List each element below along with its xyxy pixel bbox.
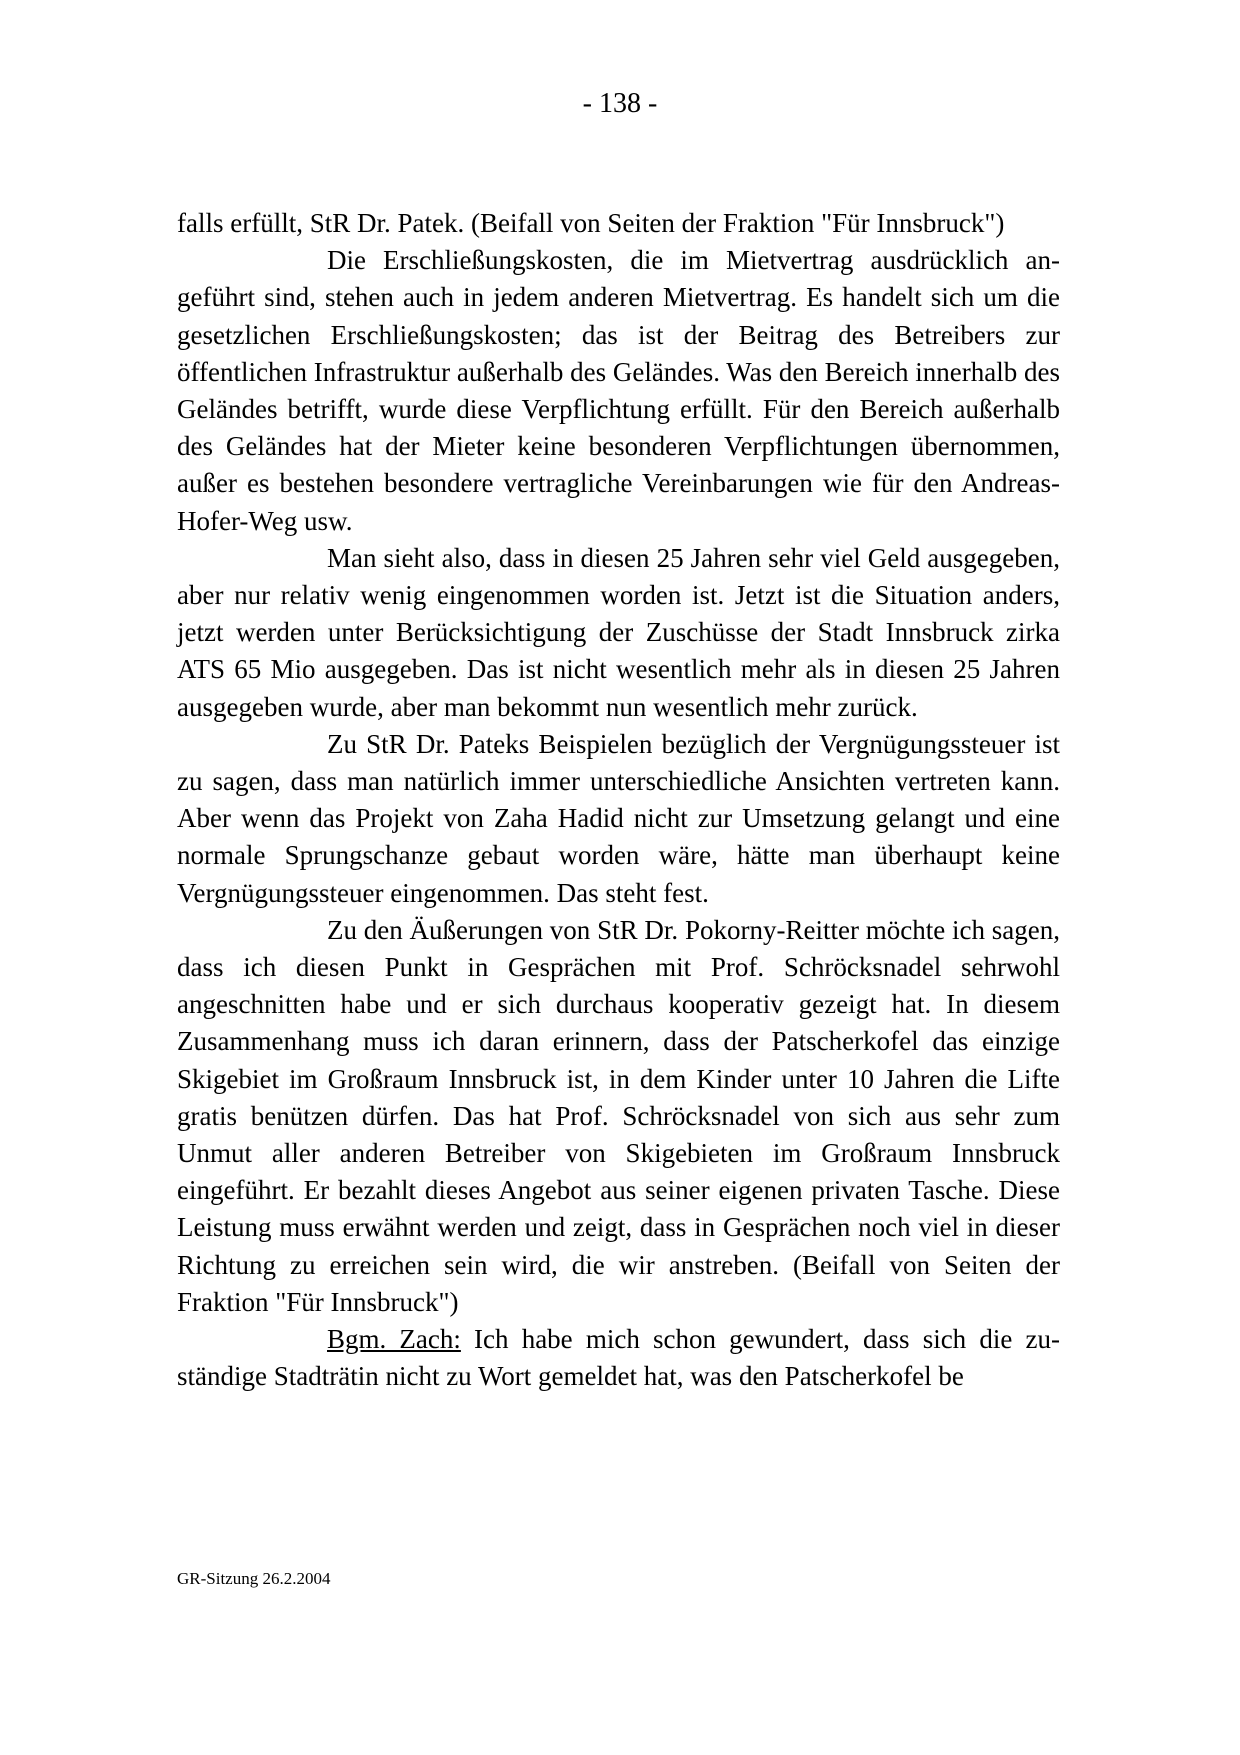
footer-session-date: GR-Sitzung 26.2.2004: [177, 1569, 331, 1588]
paragraph-bgm-zach: [177, 1321, 1060, 1395]
speaker-name: Bgm. Zach:: [327, 1324, 461, 1355]
paragraph-25-jahren: Man sieht also, dass in diesen 25 Jahren sehr viel Geld ausgegeben, aber nur relativ wenig eingenommen worden ist. Jetzt ist die Situation anders, jetzt werden unter Berücksichtigung der Zuschüsse der Stadt Innsbruck zirka ATS 65 Mio ausgegeben. Das ist nicht wesentlich mehr als in diesen 25 Jahren ausgegeben wurde, aber man bekommt nun wesentlich mehr zurück.: [177, 542, 1060, 722]
document-body: [177, 205, 1060, 1396]
paragraph-vergnuegungssteuer: Zu StR Dr. Pateks Beispielen bezüglich der Vergnügungssteuer ist zu sagen, dass man natürlich immer unterschiedliche Ansichten vertreten kann. Aber wenn das Projekt von Zaha Hadid nicht zur Umsetzung gelangt und eine normale Sprungschanze gebaut worden wäre, hätte man überhaupt keine Vergnügungssteuer eingenommen. Das steht fest.: [177, 728, 1060, 908]
paragraph-erschliessungskosten: Die Erschließungskosten, die im Mietvertrag ausdrücklich angeführt sind, stehen auch in jedem anderen Mietvertrag. Es handelt sich um die gesetzlichen Erschließungskosten; das ist der Beitrag des Betreibers zur öffentlichen Infrastruktur außerhalb des Geländes. Was den Bereich innerhalb des Geländes betrifft, wurde diese Verpflichtung erfüllt. Für den Bereich außerhalb des Geländes hat der Mieter keine besonderen Verpflichtungen übernommen, außer es bestehen besondere vertragliche Vereinbarungen wie für den Andreas-Hofer-Weg usw.: [177, 245, 1061, 536]
page-number: - 138 -: [582, 88, 658, 119]
paragraph-pokorny-reitter: Zu den Äußerungen von StR Dr. Pokorny-Reitter möchte ich sagen, dass ich diesen Punkt in Gesprächen mit Prof. Schröcksnadel sehrwohl angeschnitten habe und er sich durchaus kooperativ gezeigt hat. In diesem Zusammenhang muss ich daran erinnern, dass der Patscherkofel das einzige Skigebiet im Großraum Innsbruck ist, in dem Kinder unter 10 Jahren die Lifte gratis benützen dürfen. Das hat Prof. Schröcksnadel von sich aus sehr zum Unmut aller anderen Betreiber von Skigebieten im Großraum Innsbruck eingeführt. Er bezahlt dieses Angebot aus seiner eigenen privaten Tasche. Diese Leistung muss erwähnt werden und zeigt, dass in Gesprächen noch viel in dieser Richtung zu erreichen sein wird, die wir anstreben. (Beifall von Seiten der Fraktion "Für Innsbruck"): [177, 914, 1060, 1317]
paragraph-continuation: falls erfüllt, StR Dr. Patek. (Beifall von Seiten der Fraktion "Für Innsbruck"): [177, 208, 1005, 238]
speech-text: Ich habe mich schon gewundert, dass sich die zuständige Stadträtin nicht zu Wort gemeldet hat, was den Patscherkofel be: [177, 1324, 1060, 1392]
